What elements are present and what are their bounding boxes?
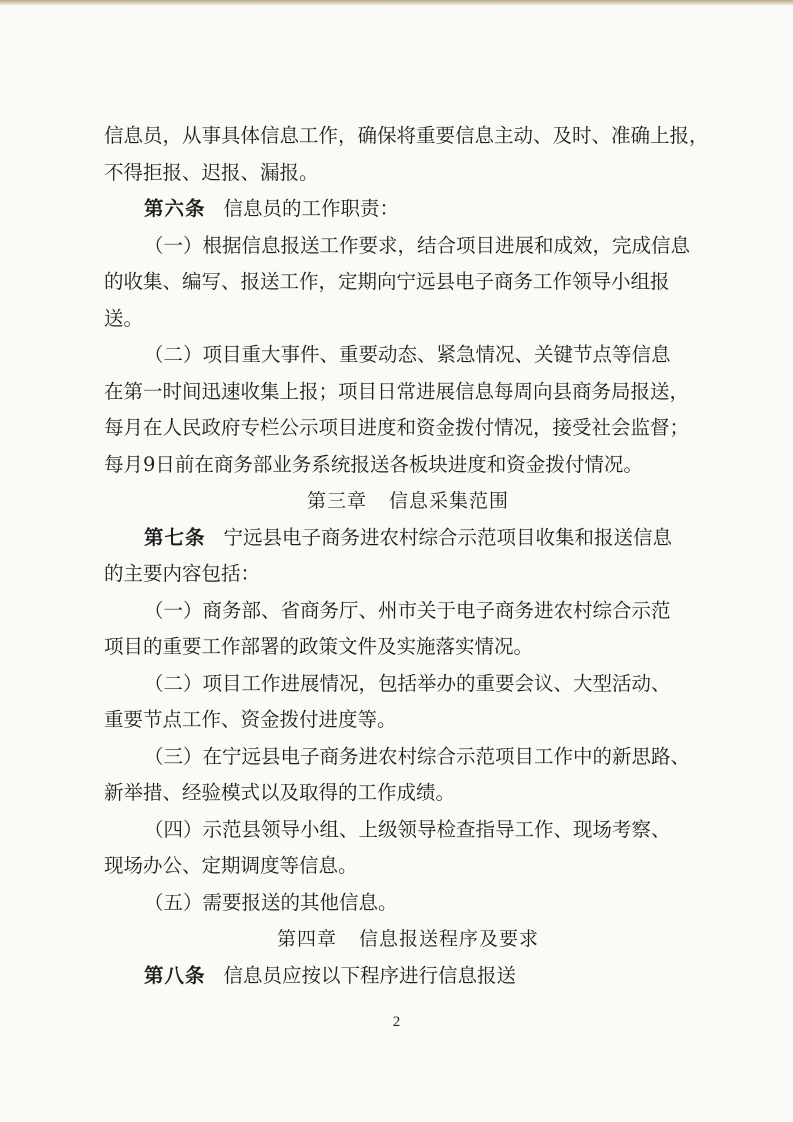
- article-label: 第六条: [144, 197, 206, 220]
- page-number: 2: [392, 1014, 401, 1030]
- body-line: 每月9日前在商务部业务系统报送各板块进度和资金拨付情况。: [104, 452, 643, 476]
- body-line: （二）项目重大事件、重要动态、紧急情况、关键节点等信息: [144, 343, 671, 366]
- body-line: 新举措、经验模式以及取得的工作成绩。: [104, 781, 456, 804]
- body-line: 的收集、编写、报送工作，定期向宁远县电子商务工作领导小组报: [104, 270, 670, 293]
- article-6: [104, 191, 712, 228]
- body-line: （二）项目工作进展情况，包括举办的重要会议、大型活动、: [144, 671, 671, 695]
- body-line: （一）根据信息报送工作要求，结合项目进展和成效，完成信息: [144, 233, 691, 257]
- article-7: [104, 520, 712, 557]
- chapter-title: 信息报送程序及要求: [359, 928, 540, 950]
- body-line: 不得拒报、迟报、漏报。: [104, 160, 319, 184]
- article-label: 第七条: [144, 525, 206, 549]
- body-line: 每月在人民政府专栏公示项目进度和资金拨付情况，接受社会监督；: [104, 416, 690, 439]
- body-line: 信息员，从事具体信息工作，确保将重要信息主动、及时、准确上报，: [104, 124, 709, 147]
- chapter-title: 信息采集范围: [389, 490, 510, 512]
- body-line: （四）示范县领导小组、上级领导检查指导工作、现场考察、: [144, 817, 671, 841]
- chapter-number: 第三章: [306, 490, 367, 512]
- body-line: （五）需要报送的其他信息。: [144, 890, 398, 914]
- body-line: 的主要内容包括：: [104, 562, 261, 585]
- body-line: 项目的重要工作部署的政策文件及实施落实情况。: [104, 635, 534, 658]
- article-text: 信息员的工作职责：: [223, 197, 400, 220]
- body-line: 重要节点工作、资金拨付进度等。: [104, 708, 397, 731]
- chapter-3-heading: [104, 483, 712, 520]
- article-8: [104, 958, 712, 995]
- scan-edge-shadow: [0, 0, 793, 6]
- chapter-4-heading: [104, 921, 712, 958]
- body-line: （三）在宁远县电子商务进农村综合示范项目工作中的新思路、: [144, 744, 691, 768]
- body-line: 现场办公、定期调度等信息。: [104, 854, 358, 877]
- body-line: 在第一时间迅速收集上报；项目日常进展信息每周向县商务局报送，: [104, 379, 690, 403]
- chapter-number: 第四章: [276, 928, 337, 950]
- article-label: 第八条: [144, 963, 206, 987]
- body-line: （一）商务部、省商务厅、州市关于电子商务进农村综合示范: [144, 598, 671, 622]
- article-text: 信息员应按以下程序进行信息报送: [223, 963, 517, 987]
- article-text: 宁远县电子商务进农村综合示范项目收集和报送信息: [223, 525, 673, 549]
- document-body: [104, 118, 712, 994]
- body-line: 送。: [104, 306, 144, 330]
